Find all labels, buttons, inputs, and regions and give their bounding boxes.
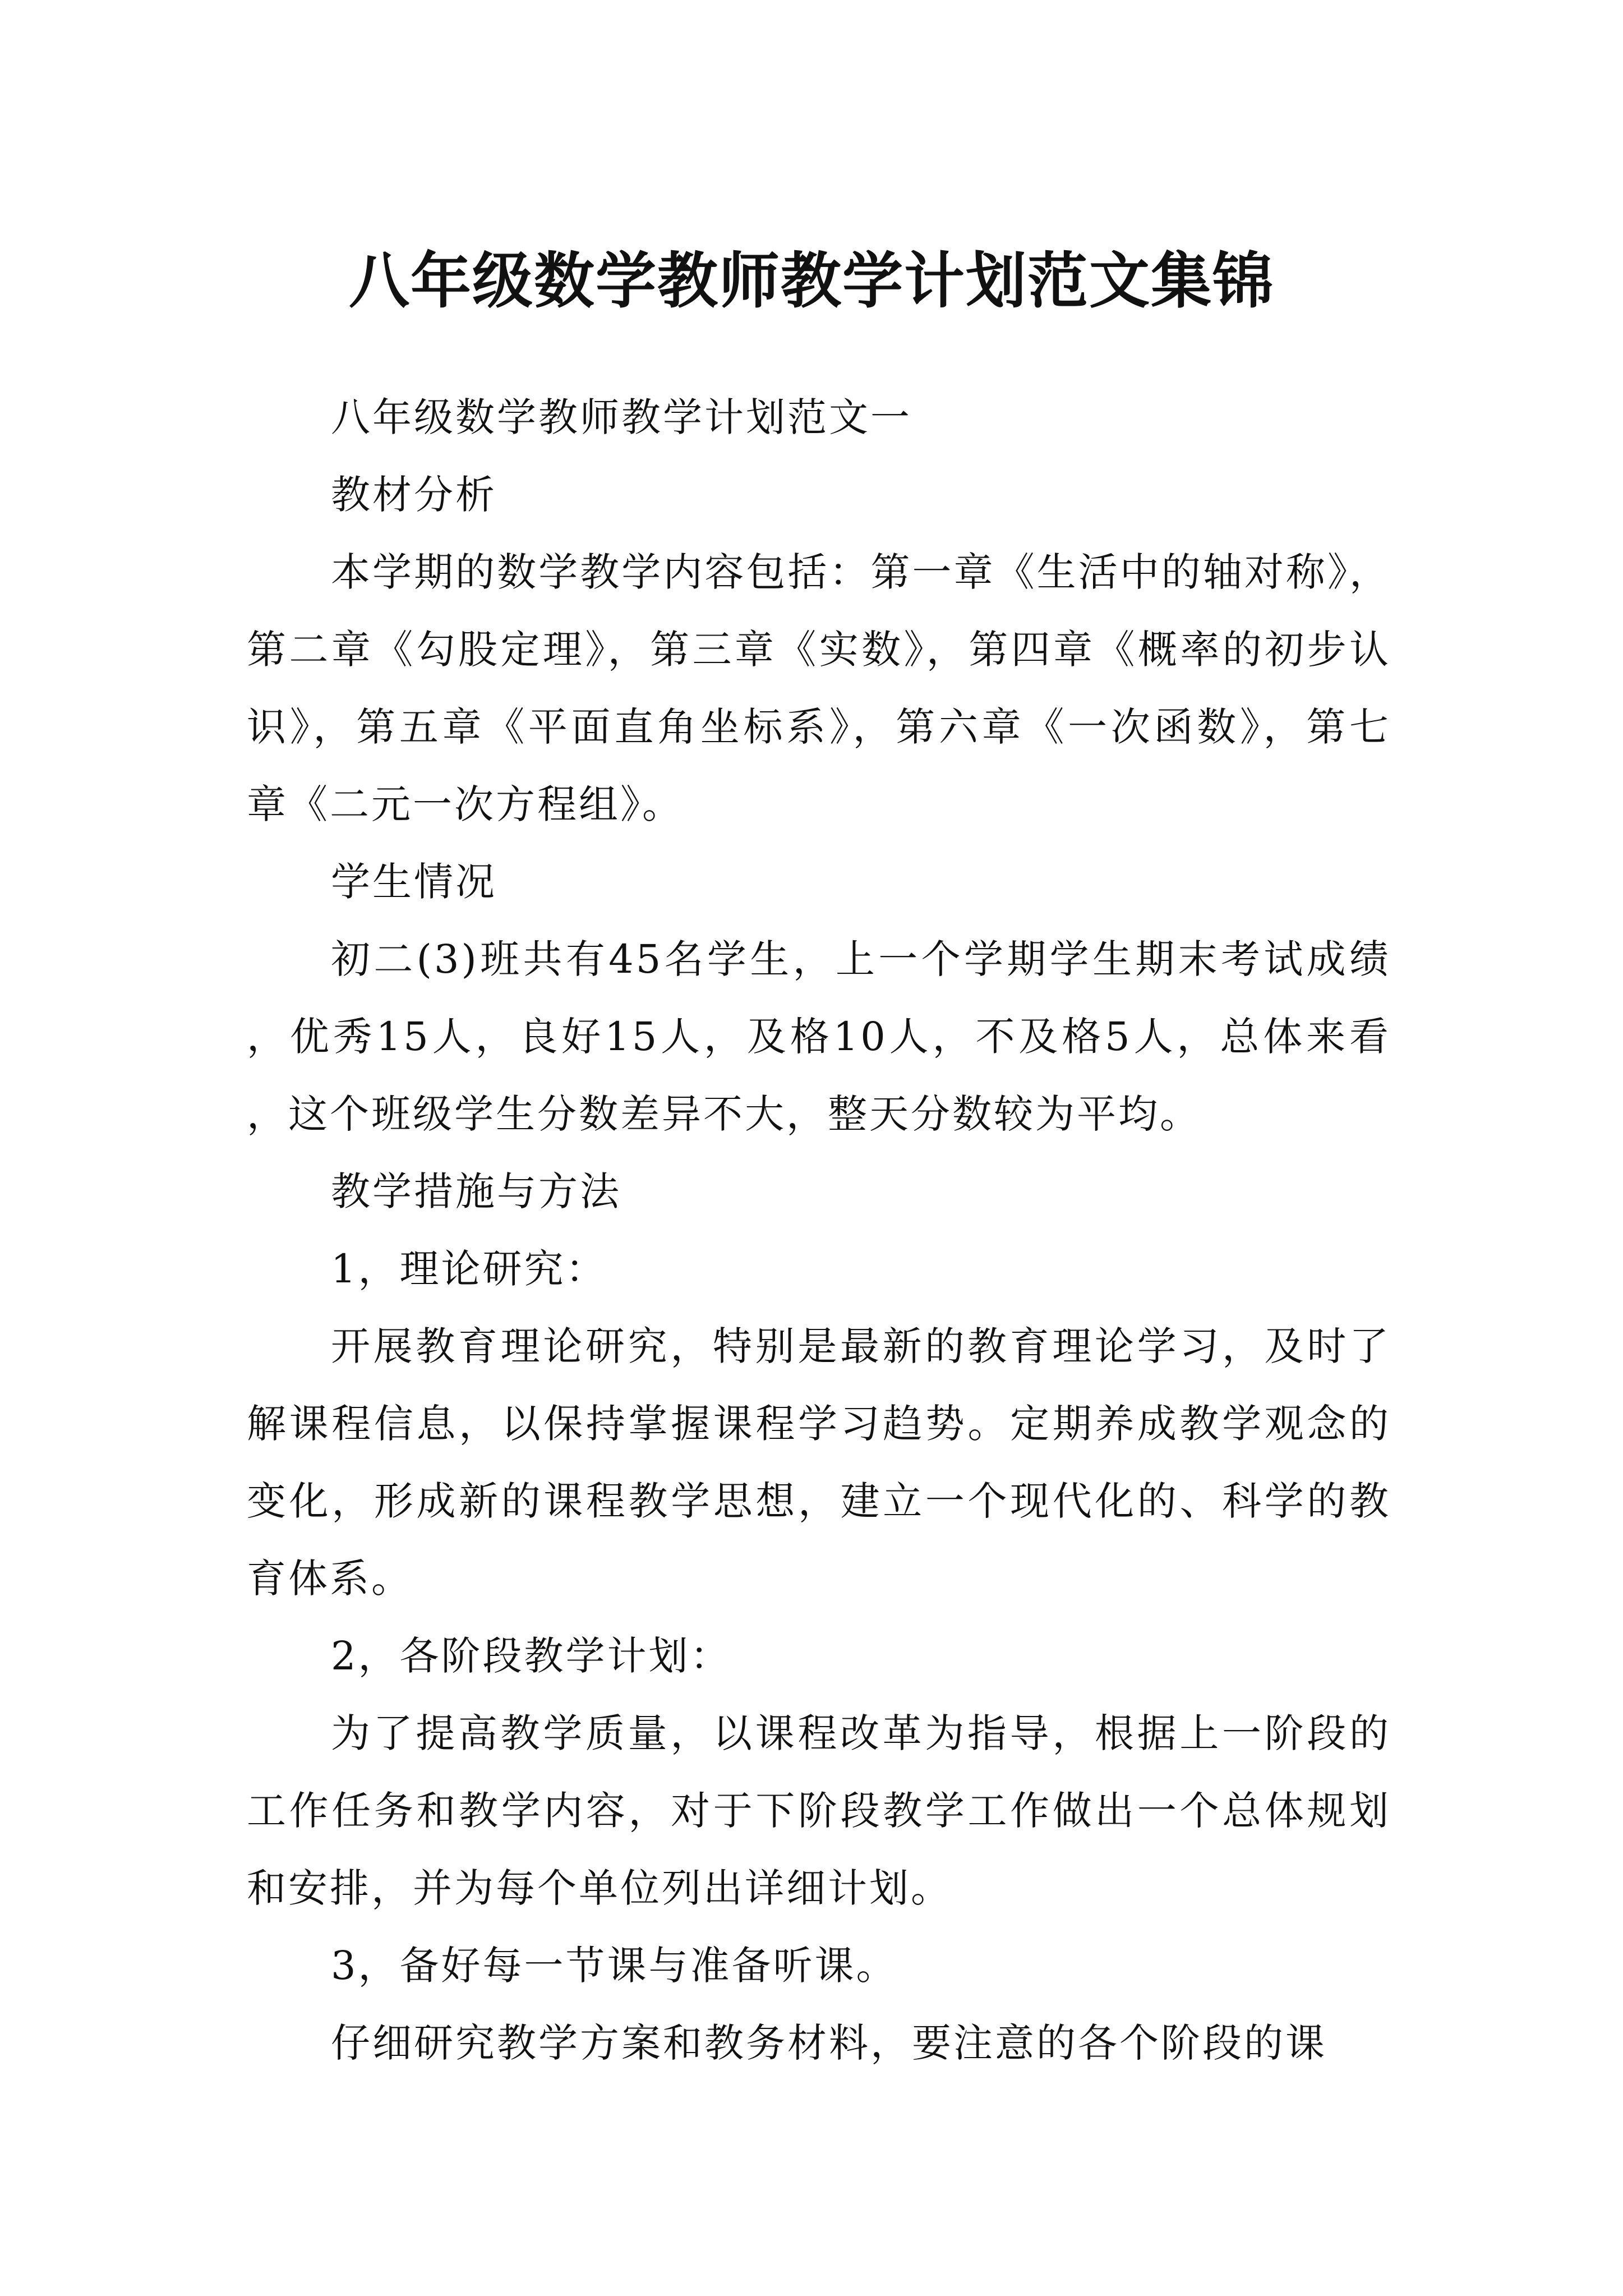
subsection-heading: 教材分析 <box>331 472 497 518</box>
subsection-heading: 教学措施与方法 <box>331 1168 621 1214</box>
list-heading: 1，理论研究： <box>331 1246 607 1292</box>
section-heading: 八年级数学教师教学计划范文一 <box>331 394 912 440</box>
document-body <box>247 379 1391 2082</box>
paragraph: 仔细研究教学方案和教务材料，要注意的各个阶段的课 <box>331 2020 1327 2066</box>
paragraph: 开展教育理论研究，特别是最新的教育理论学习，及时了解课程信息，以保持掌握课程学习趋势。定期养成教学观念的变化，形成新的课程教学思想，建立一个现代化的、科学的教育体系。 <box>247 1323 1391 1602</box>
list-heading: 2，各阶段教学计划： <box>331 1633 732 1679</box>
paragraph: 本学期的数学教学内容包括：第一章《生活中的轴对称》，第二章《勾股定理》，第三章《实数》，第四章《概率的初步认识》，第五章《平面直角坐标系》，第六章《一次函数》，第七章《二元一次方程组》。 <box>247 549 1391 827</box>
paragraph: 初二(3)班共有45名学生，上一个学期学生期末考试成绩，优秀15人，良好15人，及格10人，不及格5人，总体来看，这个班级学生分数差异不大，整天分数较为平均。 <box>247 936 1391 1137</box>
document-title: 八年级数学教师教学计划范文集锦 <box>348 246 1274 317</box>
list-heading: 3，备好每一节课与准备听课。 <box>331 1943 898 1989</box>
subsection-heading: 学生情况 <box>331 859 497 905</box>
paragraph: 为了提高教学质量，以课程改革为指导，根据上一阶段的工作任务和教学内容，对于下阶段教学工作做出一个总体规划和安排，并为每个单位列出详细计划。 <box>247 1710 1391 1911</box>
